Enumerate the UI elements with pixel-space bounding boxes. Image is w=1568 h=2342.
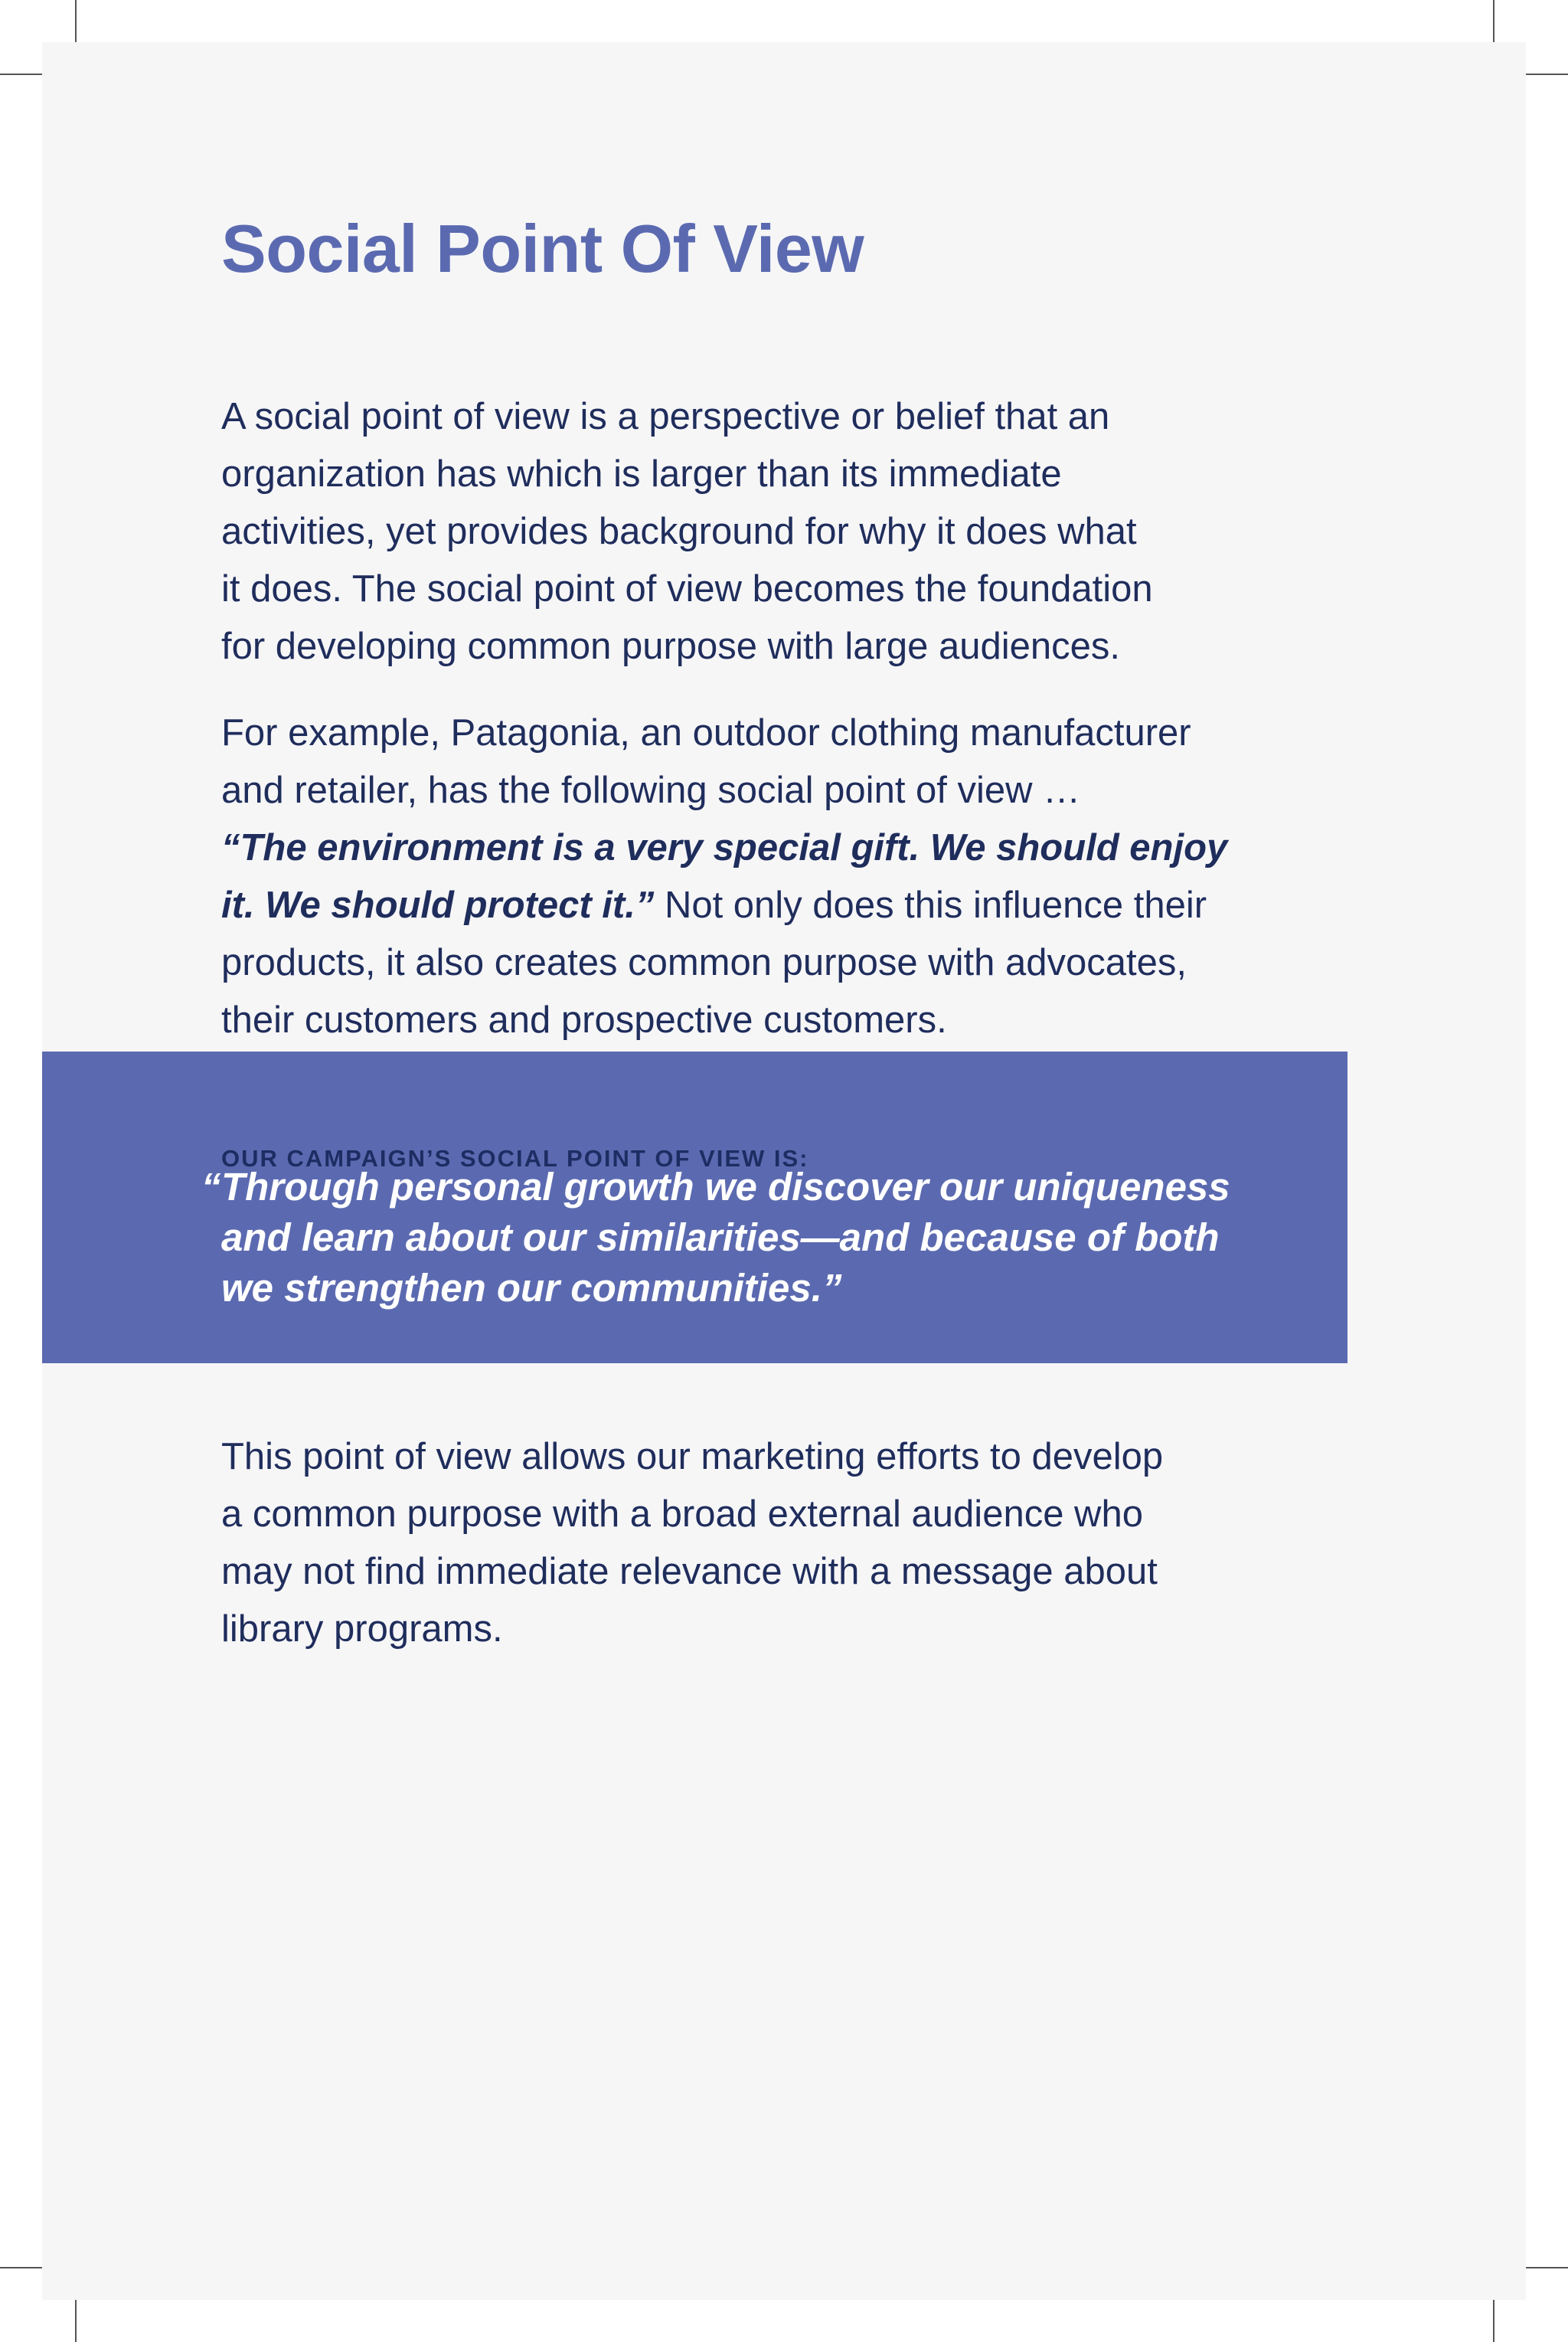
paragraph-line: products, it also creates common purpose with advocates, [221,942,1187,983]
patagonia-quote: “The environment is a very special gift. We should enjoy [221,827,1228,868]
quote-line: Through personal growth we discover our uniqueness [221,1165,1230,1209]
patagonia-quote-end: it. We should protect it.” [221,885,655,926]
paragraph-line [221,877,1385,934]
page-title: Social Point Of View [221,211,864,286]
paragraph-line: library programs. [221,1608,503,1650]
campaign-callout-box [42,1052,1348,1363]
example-paragraph [221,705,1385,1049]
campaign-quote [201,1162,1230,1313]
paragraph-line: organization has which is larger than its immediate [221,453,1062,495]
paragraph-line: for developing common purpose with large audiences. [221,626,1120,667]
intro-paragraph [221,388,1385,675]
document-page [42,42,1526,2300]
open-quote-mark: “ [201,1165,221,1209]
paragraph-line: it does. The social point of view becomes the foundation [221,568,1153,610]
paragraph-line: may not find immediate relevance with a message about [221,1551,1158,1592]
paragraph-line: a common purpose with a broad external audience who [221,1493,1143,1535]
paragraph-line: and retailer, has the following social point of view … [221,770,1081,811]
quote-line: and learn about our similarities—and because of both [221,1215,1220,1259]
paragraph-line: For example, Patagonia, an outdoor clothing manufacturer [221,712,1191,754]
paragraph-text: Not only does this influence their [654,885,1207,926]
quote-line: we strengthen our communities.” [221,1266,842,1310]
paragraph-line: A social point of view is a perspective or belief that an [221,396,1110,437]
closing-paragraph [221,1428,1385,1658]
paragraph-line: their customers and prospective customers. [221,999,947,1041]
paragraph-line [221,819,1385,877]
callout-label: OUR CAMPAIGN’S SOCIAL POINT OF VIEW IS: [221,1145,809,1172]
paragraph-line: activities, yet provides background for why it does what [221,511,1137,552]
paragraph-line: This point of view allows our marketing efforts to develop [221,1436,1164,1477]
